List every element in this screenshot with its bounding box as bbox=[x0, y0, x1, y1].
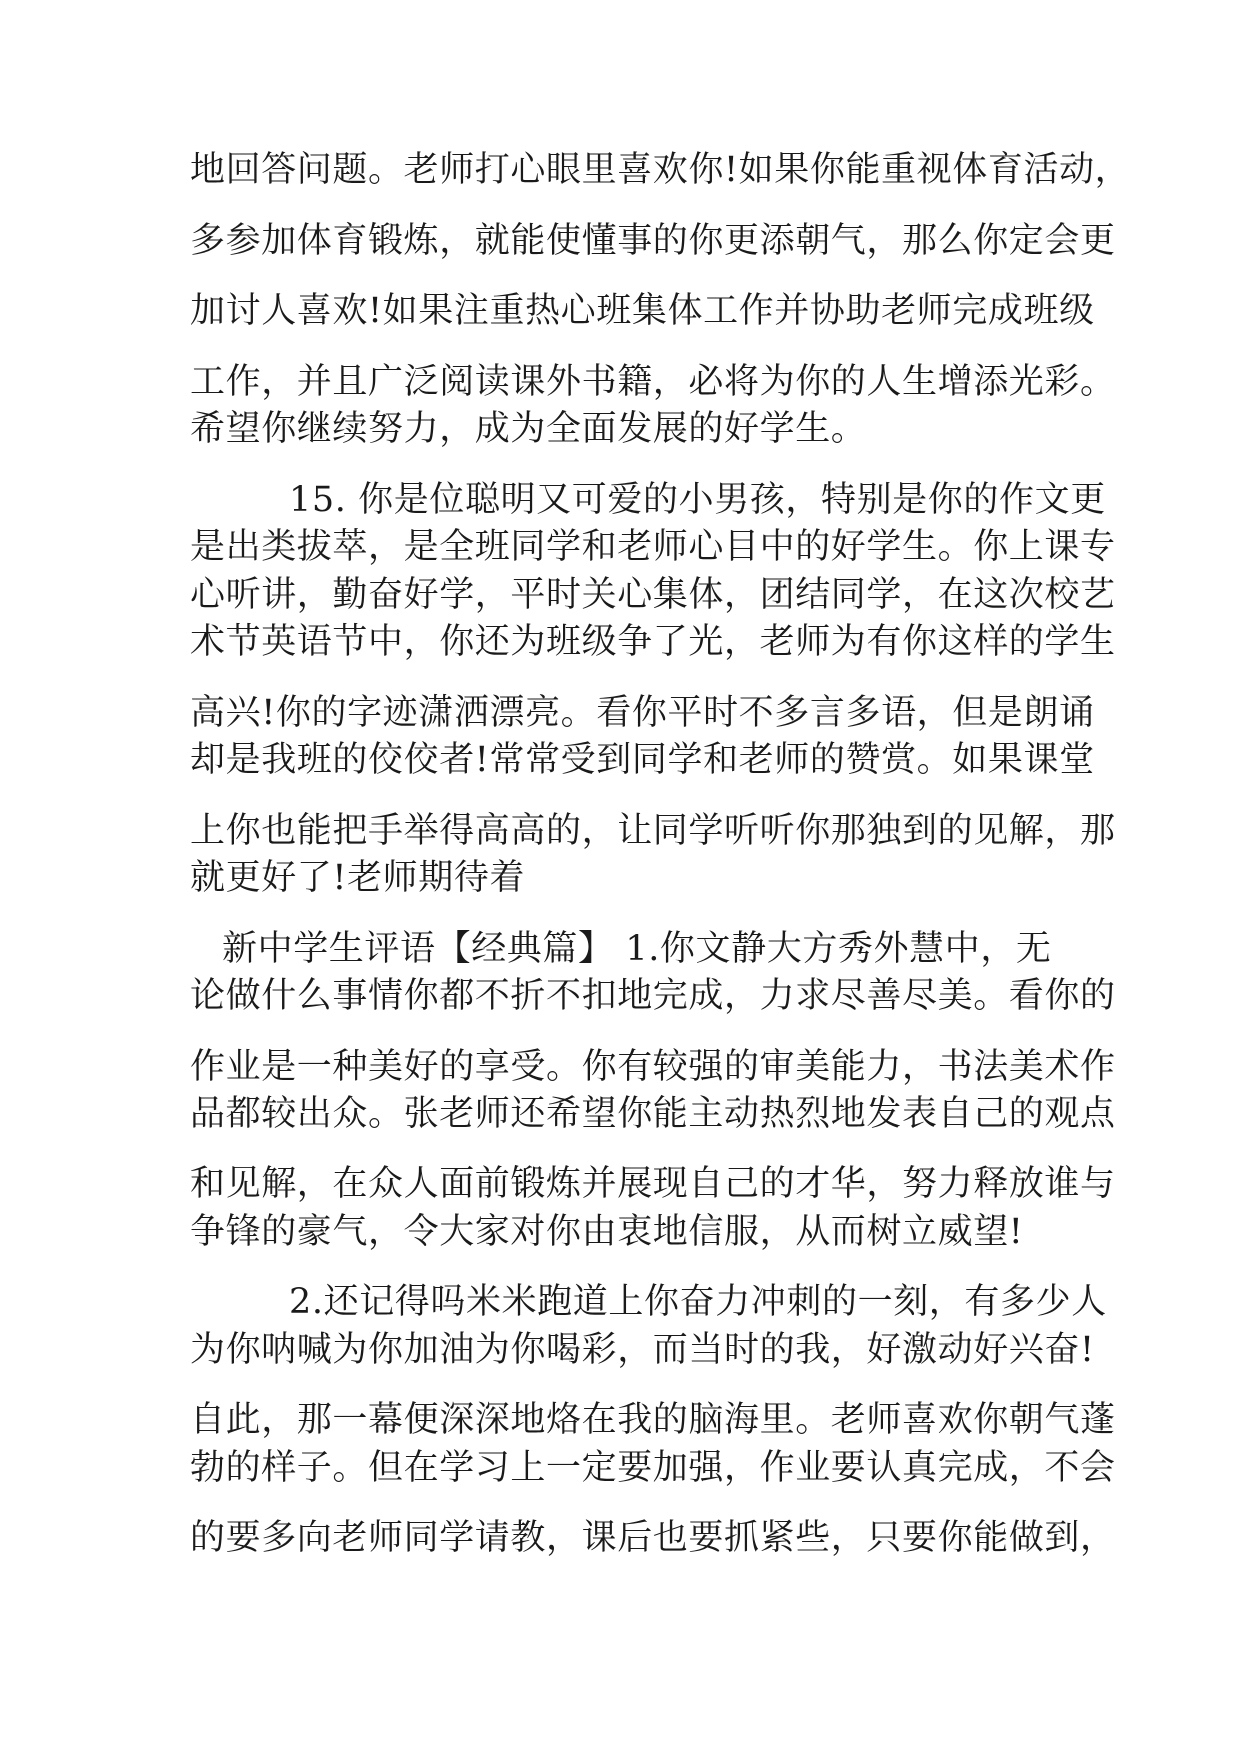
text-line: 为你呐喊为你加油为你喝彩，而当时的我，好激动好兴奋! bbox=[190, 1330, 1095, 1370]
text-line: 是出类拔萃，是全班同学和老师心目中的好学生。你上课专 bbox=[190, 527, 1116, 567]
text-line: 就更好了!老师期待着 bbox=[190, 858, 526, 898]
text-line: 心听讲，勤奋好学，平时关心集体，团结同学，在这次校艺 bbox=[190, 575, 1116, 615]
text-line: 品都较出众。张老师还希望你能主动热烈地发表自己的观点 bbox=[190, 1094, 1116, 1134]
text-line: 多参加体育锻炼，就能使懂事的你更添朝气，那么你定会更 bbox=[190, 221, 1116, 261]
text-line: 争锋的豪气，令大家对你由衷地信服，从而树立威望! bbox=[190, 1212, 1024, 1252]
text-line: 加讨人喜欢!如果注重热心班集体工作并协助老师完成班级 bbox=[190, 291, 1095, 331]
paragraph-2-first-line: 2.还记得吗米米跑道上你奋力冲刺的一刻，有多少人 bbox=[289, 1282, 1107, 1322]
text-line: 工作，并且广泛阅读课外书籍，必将为你的人生增添光彩。 bbox=[190, 362, 1116, 402]
paragraph-15-first-line: 15. 你是位聪明又可爱的小男孩，特别是你的作文更 bbox=[289, 480, 1106, 520]
text-line: 上你也能把手举得高高的，让同学听听你那独到的见解，那 bbox=[190, 811, 1116, 851]
text-line: 希望你继续努力，成为全面发展的好学生。 bbox=[190, 409, 867, 449]
text-line: 作业是一种美好的享受。你有较强的审美能力，书法美术作 bbox=[190, 1047, 1116, 1087]
text-line: 和见解，在众人面前锻炼并展现自己的才华，努力释放谁与 bbox=[190, 1164, 1116, 1204]
text-line: 高兴!你的字迹潇洒漂亮。看你平时不多言多语，但是朗诵 bbox=[190, 693, 1095, 733]
text-line: 地回答问题。老师打心眼里喜欢你!如果你能重视体育活动， bbox=[190, 150, 1131, 190]
text-line: 论做什么事情你都不折不扣地完成，力求尽善尽美。看你的 bbox=[190, 976, 1116, 1016]
section-heading-line: 新中学生评语【经典篇】 1.你文静大方秀外慧中，无 bbox=[222, 929, 1052, 969]
text-line: 术节英语节中，你还为班级争了光，老师为有你这样的学生 bbox=[190, 622, 1116, 662]
text-line: 的要多向老师同学请教，课后也要抓紧些，只要你能做到， bbox=[190, 1518, 1116, 1558]
text-line: 勃的样子。但在学习上一定要加强，作业要认真完成，不会 bbox=[190, 1448, 1116, 1488]
text-line: 自此，那一幕便深深地烙在我的脑海里。老师喜欢你朝气蓬 bbox=[190, 1400, 1116, 1440]
text-line: 却是我班的佼佼者!常常受到同学和老师的赞赏。如果课堂 bbox=[190, 740, 1095, 780]
